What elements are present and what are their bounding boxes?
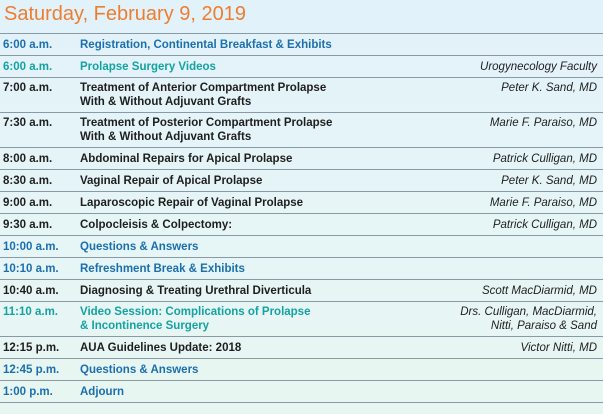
row-session xyxy=(80,284,311,298)
session-line: Prolapse Surgery Videos xyxy=(80,61,216,73)
speaker-line: Nitti, Paraiso & Sand xyxy=(490,320,597,332)
session-line: With & Without Adjuvant Grafts xyxy=(80,131,252,143)
schedule-row xyxy=(0,258,603,280)
row-time: 10:00 a.m. xyxy=(3,241,59,253)
page-title: Saturday, February 9, 2019 xyxy=(4,3,246,25)
speaker-line: Marie F. Paraiso, MD xyxy=(489,197,597,209)
speaker-line: Patrick Culligan, MD xyxy=(492,219,597,231)
session-line: Questions & Answers xyxy=(80,364,199,376)
row-session xyxy=(80,60,216,74)
row-speaker xyxy=(501,81,597,95)
session-line: Colpocleisis & Colpectomy: xyxy=(80,219,233,231)
session-line: Treatment of Anterior Compartment Prolapse xyxy=(80,82,327,94)
session-line: AUA Guidelines Update: 2018 xyxy=(80,342,242,354)
row-time: 1:00 p.m. xyxy=(3,386,53,398)
row-session xyxy=(80,363,198,377)
row-session xyxy=(80,240,198,254)
row-time: 9:30 a.m. xyxy=(3,219,53,231)
session-line: Questions & Answers xyxy=(80,241,199,253)
session-line: Adjourn xyxy=(80,386,125,398)
row-time: 7:00 a.m. xyxy=(3,82,53,94)
row-time: 9:00 a.m. xyxy=(3,197,53,209)
schedule-row xyxy=(0,359,603,381)
session-line: Abdominal Repairs for Apical Prolapse xyxy=(80,153,293,165)
row-time: 12:15 p.m. xyxy=(3,342,60,354)
row-speaker xyxy=(493,152,597,166)
speaker-line: Patrick Culligan, MD xyxy=(492,153,597,165)
schedule-row xyxy=(0,78,603,113)
row-time: 7:30 a.m. xyxy=(3,117,53,129)
speaker-line: Urogynecology Faculty xyxy=(480,61,597,73)
schedule-row xyxy=(0,337,603,359)
row-session xyxy=(80,305,310,333)
session-line: With & Without Adjuvant Grafts xyxy=(80,96,252,108)
session-line: & Incontinence Surgery xyxy=(80,320,210,332)
row-time: 8:30 a.m. xyxy=(3,175,53,187)
row-speaker xyxy=(493,218,597,232)
row-time: 8:00 a.m. xyxy=(3,153,53,165)
row-session xyxy=(80,116,332,144)
row-time: 11:10 a.m. xyxy=(3,306,58,318)
schedule-row xyxy=(0,113,603,148)
schedule-row xyxy=(0,280,603,302)
row-time: 10:10 a.m. xyxy=(3,263,59,275)
speaker-line: Peter K. Sand, MD xyxy=(501,175,597,187)
row-speaker xyxy=(490,196,597,210)
schedule-row xyxy=(0,236,603,258)
row-session xyxy=(80,152,292,166)
row-speaker xyxy=(480,60,597,74)
schedule-row xyxy=(0,170,603,192)
session-line: Video Session: Complications of Prolapse xyxy=(80,306,311,318)
row-time: 10:40 a.m. xyxy=(3,285,59,297)
schedule-row xyxy=(0,302,603,337)
session-line: Registration, Continental Breakfast & Exhibits xyxy=(80,39,332,51)
speaker-line: Drs. Culligan, MacDiarmid, xyxy=(460,306,597,318)
row-speaker xyxy=(460,305,597,333)
row-time: 12:45 p.m. xyxy=(3,364,60,376)
schedule-row xyxy=(0,34,603,56)
schedule-row xyxy=(0,381,603,403)
schedule-row xyxy=(0,192,603,214)
session-line: Diagnosing & Treating Urethral Diverticula xyxy=(80,285,312,297)
schedule-row xyxy=(0,148,603,170)
speaker-line: Marie F. Paraiso, MD xyxy=(489,117,597,129)
row-speaker xyxy=(521,341,597,355)
row-session xyxy=(80,196,303,210)
schedule-row xyxy=(0,214,603,236)
row-session xyxy=(80,81,326,109)
row-session xyxy=(80,218,232,232)
schedule-row xyxy=(0,56,603,78)
session-line: Refreshment Break & Exhibits xyxy=(80,263,245,275)
session-line: Vaginal Repair of Apical Prolapse xyxy=(80,175,263,187)
row-speaker xyxy=(490,116,597,130)
row-session xyxy=(80,174,262,188)
speaker-line: Victor Nitti, MD xyxy=(520,342,597,354)
row-session xyxy=(80,341,241,355)
row-session xyxy=(80,262,245,276)
row-session xyxy=(80,38,332,52)
speaker-line: Peter K. Sand, MD xyxy=(501,82,597,94)
session-line: Treatment of Posterior Compartment Prolapse xyxy=(80,117,333,129)
row-speaker xyxy=(501,174,597,188)
speaker-line: Scott MacDiarmid, MD xyxy=(481,285,597,297)
schedule-table xyxy=(0,33,603,403)
row-speaker xyxy=(482,284,597,298)
row-time: 6:00 a.m. xyxy=(3,39,53,51)
row-time: 6:00 a.m. xyxy=(3,61,53,73)
row-session xyxy=(80,385,124,399)
session-line: Laparoscopic Repair of Vaginal Prolapse xyxy=(80,197,304,209)
